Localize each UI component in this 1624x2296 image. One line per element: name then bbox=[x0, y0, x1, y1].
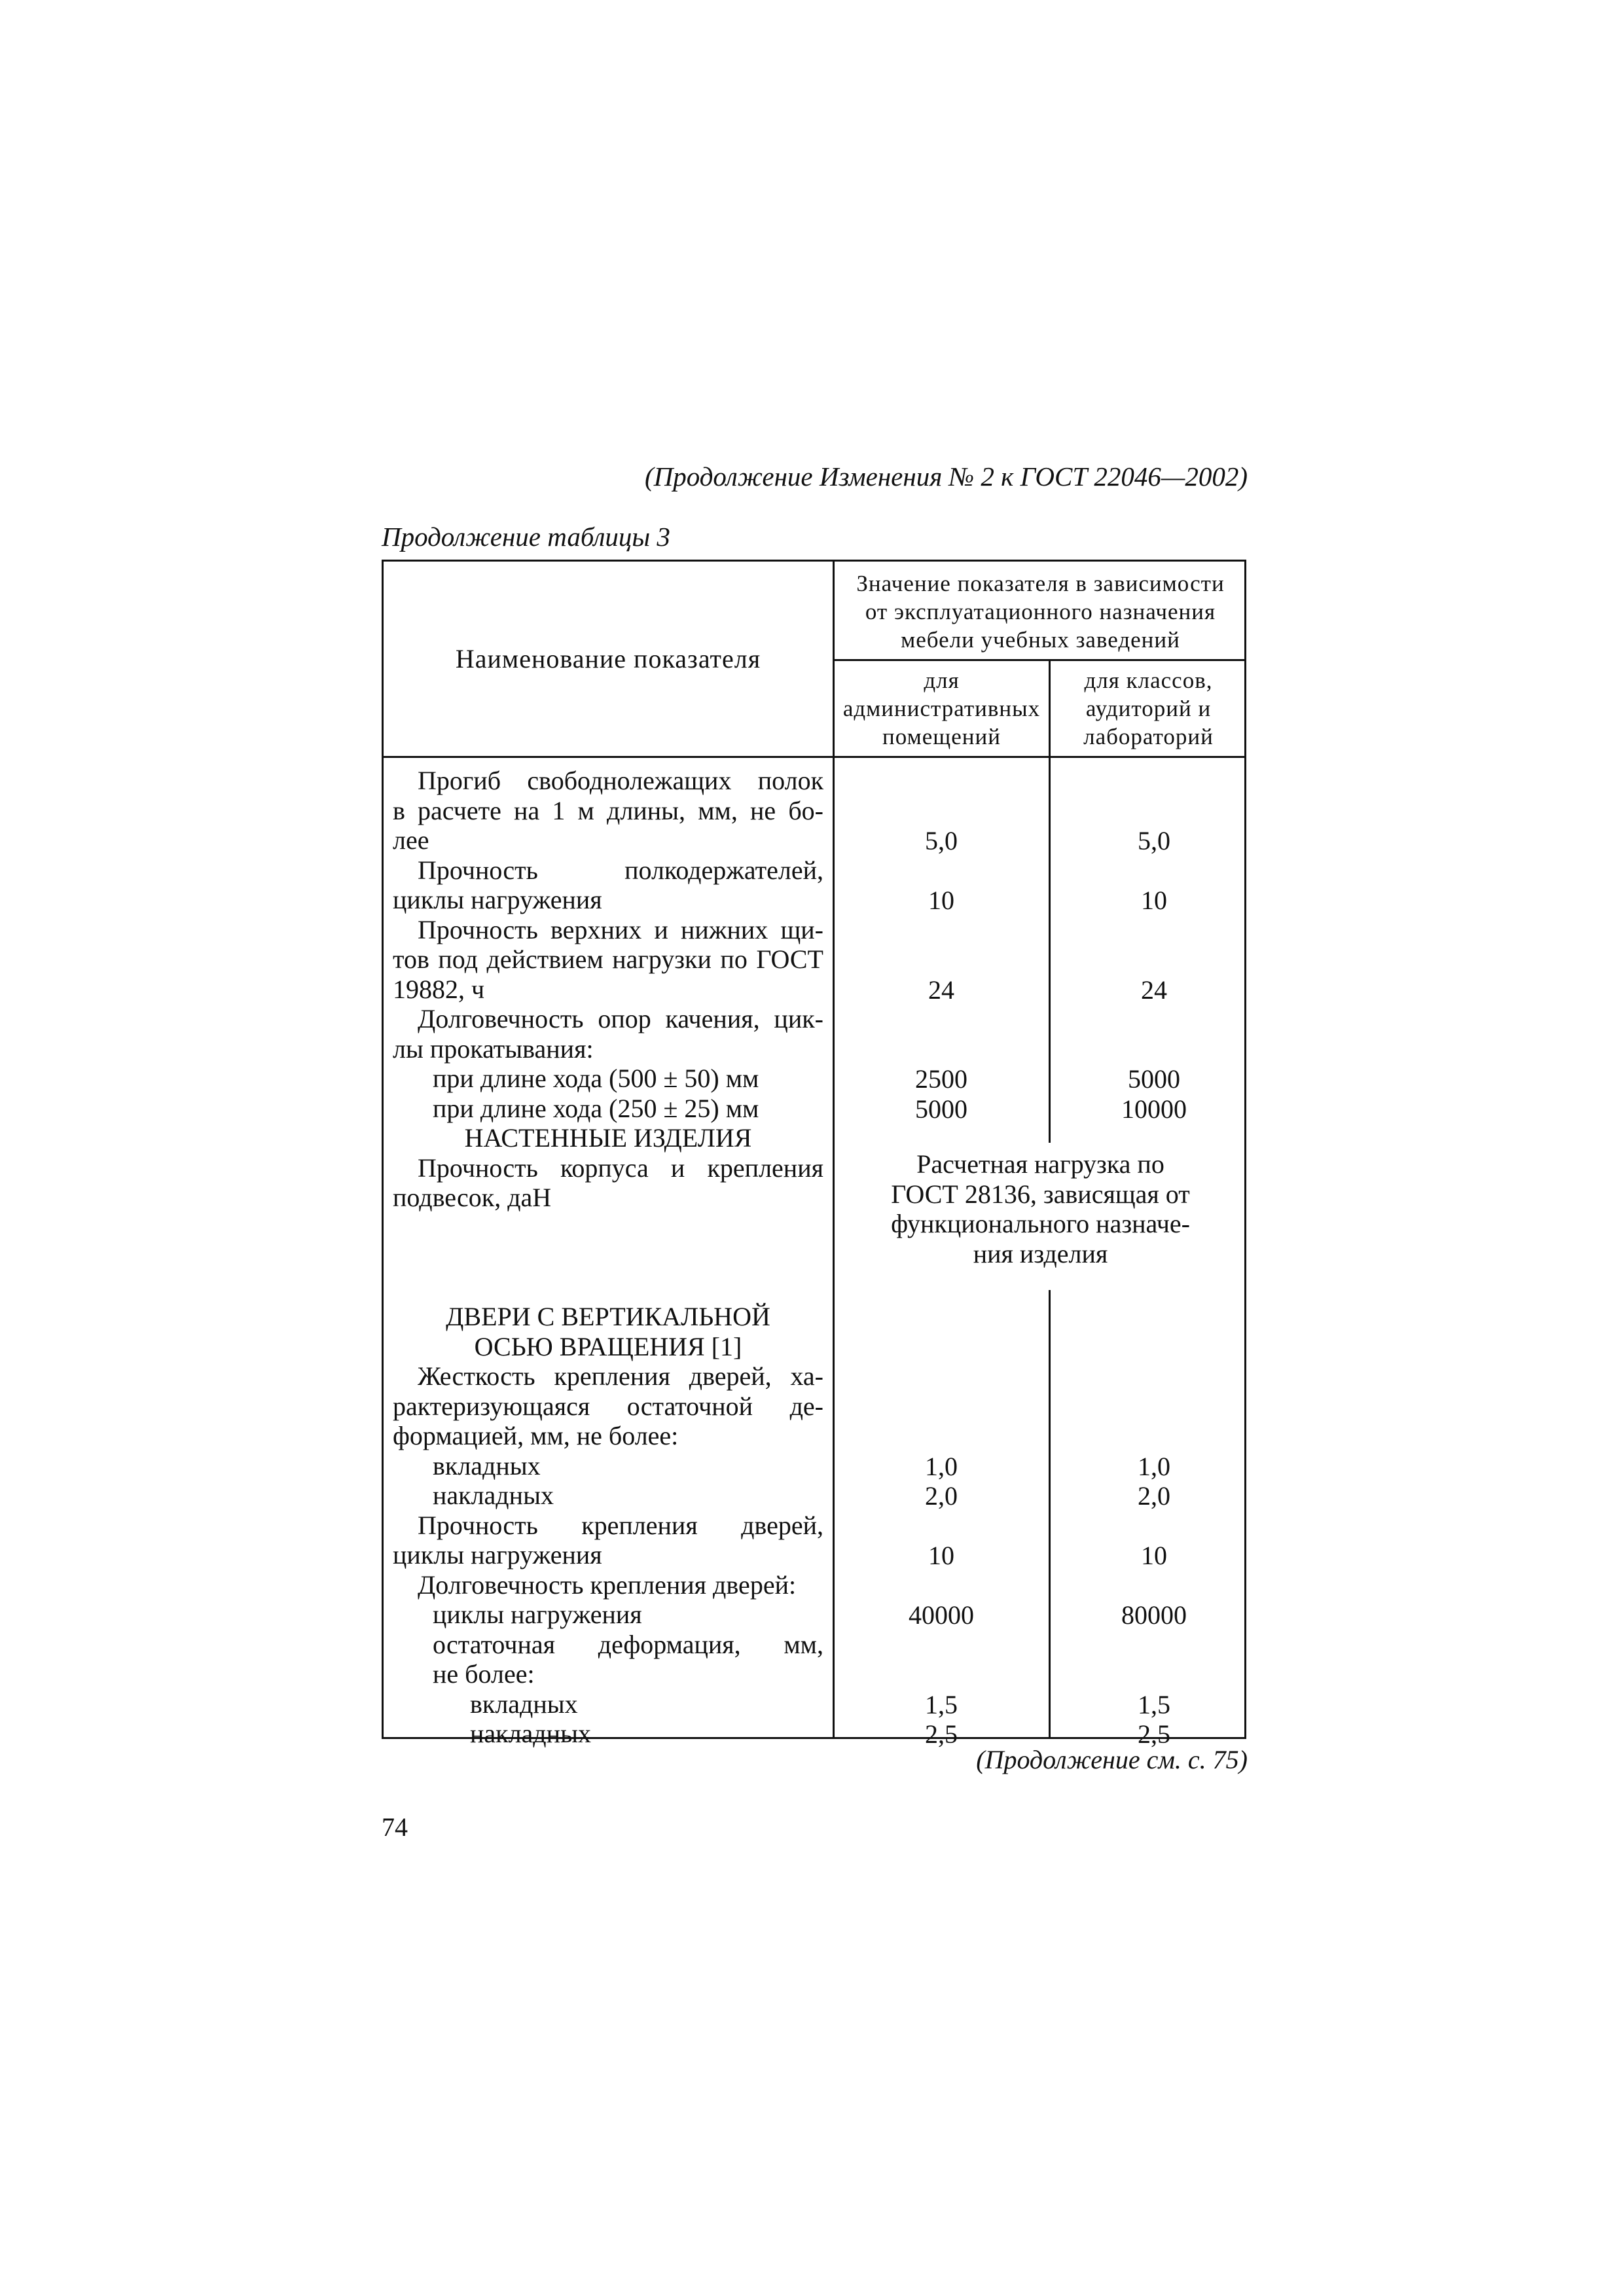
row-text: при длине хода (250 ± 25) мм bbox=[433, 1093, 759, 1123]
row-text: рактеризующаяся остаточной де- bbox=[393, 1391, 823, 1421]
row-text: подвесок, даН bbox=[393, 1183, 552, 1212]
value-col1: 24 bbox=[928, 975, 954, 1005]
rule-col-values-lower bbox=[1049, 1290, 1051, 1739]
col1-header-line: административных bbox=[842, 696, 1041, 721]
table bbox=[382, 560, 1246, 1749]
row-text: в расчете на 1 м длины, мм, не бо- bbox=[393, 795, 823, 825]
row-text: циклы нагружения bbox=[393, 1540, 602, 1570]
row-text: не более: bbox=[433, 1659, 535, 1689]
group-header-line: Значение показателя в зависимости bbox=[856, 571, 1225, 596]
value-col1: 10 bbox=[928, 1541, 954, 1570]
row-text: Долговечность опор качения, цик- bbox=[418, 1004, 823, 1033]
value-col2: 10000 bbox=[1121, 1094, 1187, 1124]
group-header-line: от эксплуатационного назначения bbox=[865, 599, 1216, 624]
rule-col-values-upper bbox=[1049, 757, 1051, 1143]
value-col2: 10 bbox=[1141, 1541, 1167, 1570]
row-text: лее bbox=[393, 825, 429, 855]
row-text: Долговечность крепления дверей: bbox=[418, 1570, 797, 1600]
row-text: Прогиб свободнолежащих полок bbox=[418, 766, 823, 795]
col-name-header: Наименование показателя bbox=[455, 644, 761, 673]
wall-note-line: Расчетная нагрузка по bbox=[916, 1149, 1164, 1179]
row-text: формацией, мм, не более: bbox=[393, 1421, 679, 1450]
value-col2: 80000 bbox=[1121, 1600, 1187, 1630]
row-text: остаточная деформация, мм, bbox=[433, 1629, 823, 1659]
row-text: циклы нагружения bbox=[433, 1600, 642, 1629]
row-text: вкладных bbox=[433, 1450, 541, 1480]
row-text: Прочность крепления дверей, bbox=[418, 1510, 823, 1540]
wall-note-line: ния изделия bbox=[973, 1238, 1108, 1268]
value-col2: 24 bbox=[1141, 975, 1167, 1005]
row-text: НАСТЕННЫЕ ИЗДЕЛИЯ bbox=[464, 1123, 752, 1153]
row-text: Прочность корпуса и крепления bbox=[418, 1153, 823, 1183]
row-text: вкладных bbox=[470, 1689, 578, 1719]
row-text: лы прокатывания: bbox=[393, 1033, 594, 1064]
running-header: (Продолжение Изменения № 2 к ГОСТ 22046—2002) bbox=[644, 461, 1248, 492]
value-col2: 5,0 bbox=[1138, 826, 1170, 855]
value-col2: 2,0 bbox=[1138, 1481, 1170, 1511]
row-text: накладных bbox=[470, 1719, 591, 1748]
col2-header-line: лабораторий bbox=[1083, 724, 1214, 749]
value-col2: 10 bbox=[1141, 886, 1167, 915]
value-col2: 5000 bbox=[1128, 1064, 1180, 1094]
wall-note-line: функционального назначе- bbox=[891, 1209, 1190, 1238]
row-text: ДВЕРИ С ВЕРТИКАЛЬНОЙ bbox=[446, 1302, 770, 1331]
value-col1: 5,0 bbox=[925, 826, 958, 855]
row-text: при длине хода (500 ± 50) мм bbox=[433, 1064, 759, 1093]
value-col2: 1,5 bbox=[1138, 1689, 1170, 1719]
wall-note-line: ГОСТ 28136, зависящая от bbox=[891, 1179, 1190, 1209]
value-col1: 5000 bbox=[915, 1094, 967, 1124]
row-text: Прочность верхних и нижних щи- bbox=[418, 914, 823, 944]
col2-header bbox=[1051, 666, 1246, 751]
col1-header-line: для bbox=[924, 668, 960, 693]
value-col1: 2,5 bbox=[925, 1719, 958, 1749]
col1-header-line: помещений bbox=[882, 724, 1001, 749]
value-col1: 1,5 bbox=[925, 1689, 958, 1719]
group-header-line: мебели учебных заведений bbox=[901, 627, 1180, 653]
row-text: тов под действием нагрузки по ГОСТ bbox=[393, 944, 823, 974]
row-text: Прочность полкодержателей, bbox=[418, 855, 823, 885]
table-caption: Продолжение таблицы 3 bbox=[382, 522, 670, 552]
row-text: 19882, ч bbox=[393, 974, 485, 1004]
value-col1: 2,0 bbox=[925, 1481, 958, 1511]
value-col1: 10 bbox=[928, 886, 954, 915]
wall-items-note bbox=[835, 1149, 1246, 1268]
value-col2: 1,0 bbox=[1138, 1451, 1170, 1481]
row-text: ОСЬЮ ВРАЩЕНИЯ [1] bbox=[474, 1331, 742, 1361]
value-col2: 2,5 bbox=[1138, 1719, 1170, 1749]
row-text: Жесткость крепления дверей, ха- bbox=[418, 1361, 823, 1391]
value-col1: 2500 bbox=[915, 1064, 967, 1094]
value-col1: 40000 bbox=[909, 1600, 974, 1630]
rule-header-bottom bbox=[384, 756, 1246, 758]
continuation-note: (Продолжение см. с. 75) bbox=[976, 1745, 1248, 1774]
row-text: циклы нагружения bbox=[393, 885, 602, 914]
page-number: 74 bbox=[382, 1812, 408, 1842]
col2-header-line: аудиторий и bbox=[1085, 696, 1212, 721]
group-header bbox=[835, 569, 1246, 654]
col1-header bbox=[835, 666, 1049, 751]
row-text: накладных bbox=[433, 1480, 554, 1510]
col2-header-line: для классов, bbox=[1084, 668, 1213, 693]
value-col1: 1,0 bbox=[925, 1451, 958, 1481]
rule-group-header bbox=[833, 659, 1246, 661]
